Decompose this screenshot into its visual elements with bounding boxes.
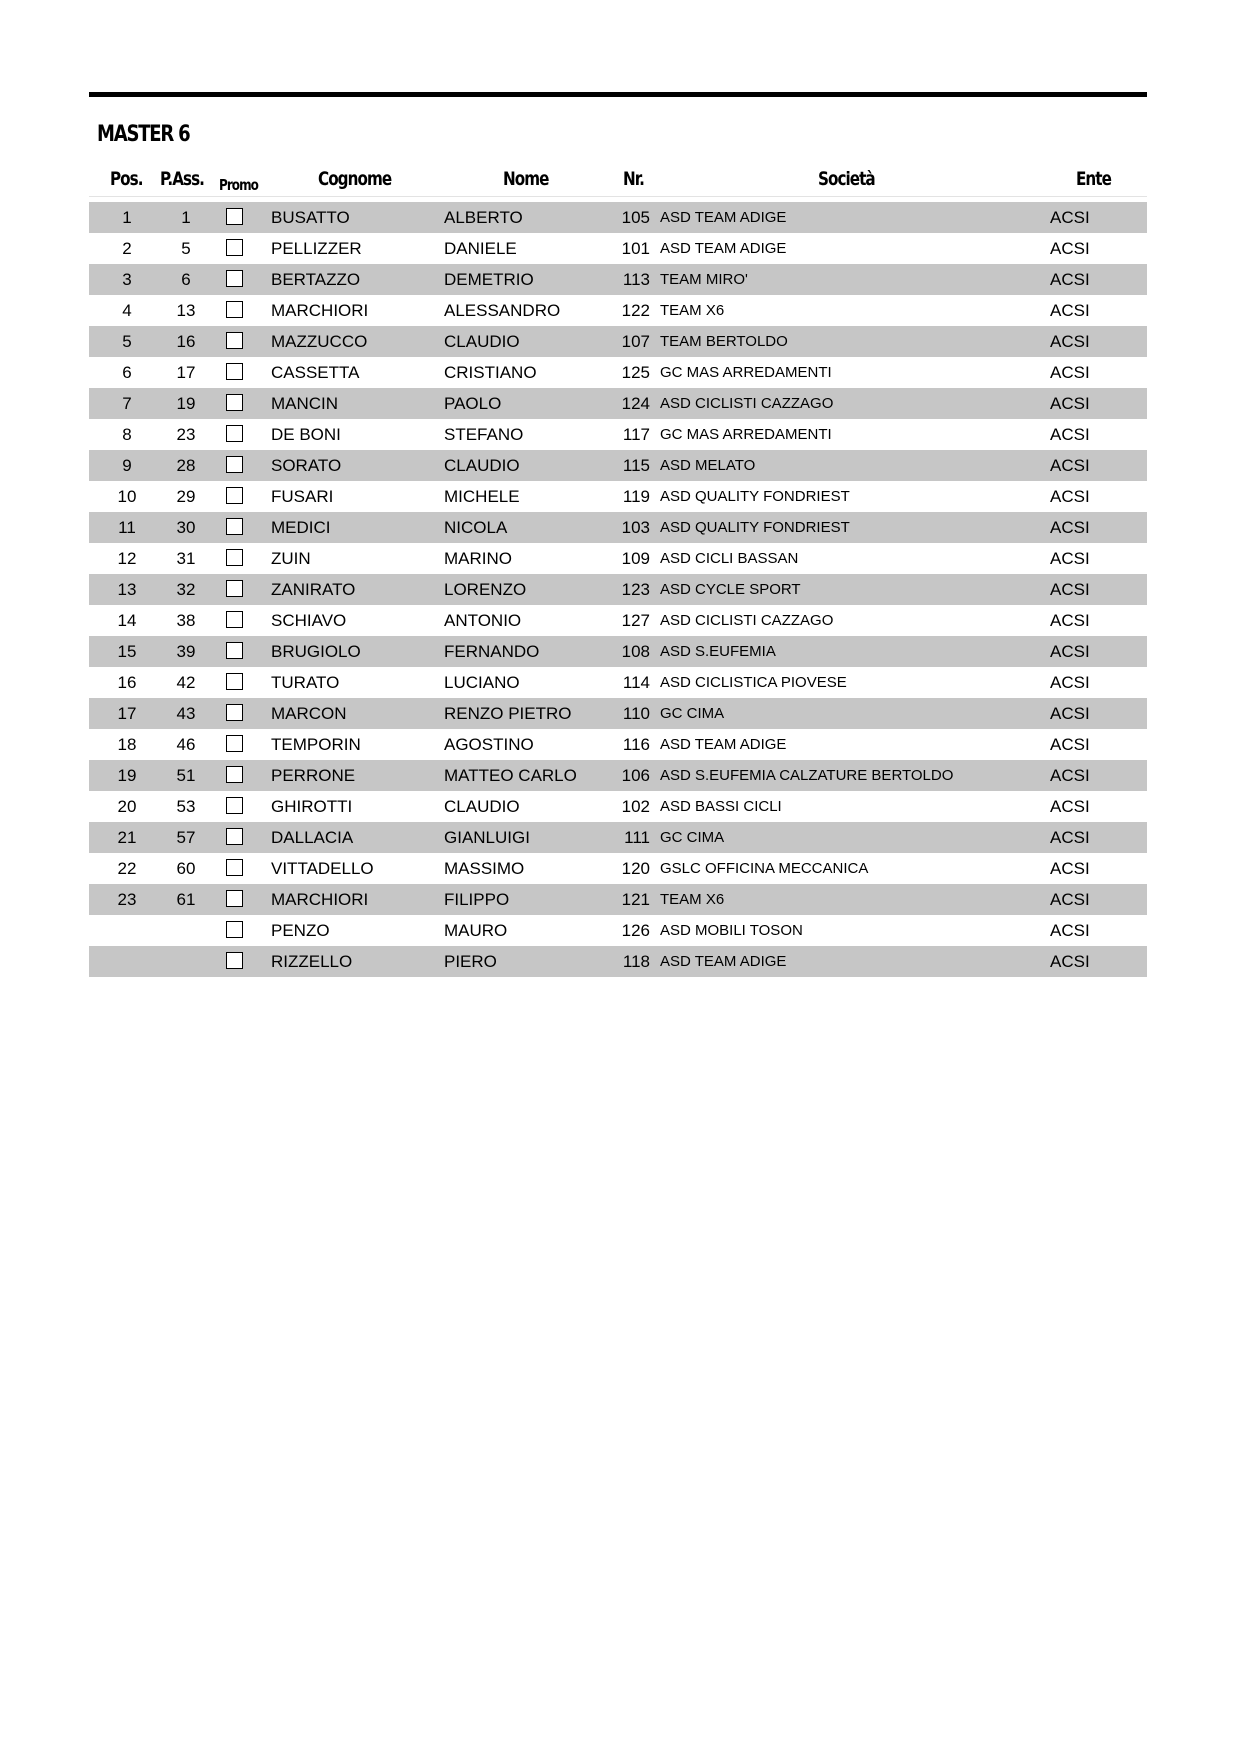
ente-cell: ACSI bbox=[1050, 456, 1090, 475]
pos-cell: 17 bbox=[117, 704, 137, 723]
nr-cell: 121 bbox=[621, 890, 650, 909]
pos-cell: 13 bbox=[117, 580, 137, 599]
pos-cell: 10 bbox=[117, 487, 137, 506]
pass-cell: 28 bbox=[176, 456, 196, 475]
pass-cell: 23 bbox=[176, 425, 196, 444]
cognome-cell: TEMPORIN bbox=[271, 735, 361, 754]
table-row bbox=[89, 729, 1147, 760]
cognome-cell: MARCHIORI bbox=[271, 301, 369, 320]
nr-cell: 118 bbox=[622, 952, 650, 971]
nr-cell: 110 bbox=[622, 704, 650, 723]
societa-cell: ASD QUALITY FONDRIEST bbox=[660, 519, 850, 536]
table-row bbox=[89, 450, 1147, 481]
societa-cell: GC CIMA bbox=[660, 705, 725, 722]
nome-cell: MATTEO CARLO bbox=[444, 766, 577, 785]
societa-cell: GSLC OFFICINA MECCANICA bbox=[660, 860, 869, 877]
nr-cell: 102 bbox=[621, 797, 650, 816]
cognome-cell: BRUGIOLO bbox=[271, 642, 361, 661]
nr-cell: 108 bbox=[621, 642, 650, 661]
header-nr: Nr. bbox=[623, 168, 644, 190]
nome-cell: ANTONIO bbox=[444, 611, 522, 630]
societa-cell: ASD CICLISTI CAZZAGO bbox=[660, 612, 834, 629]
pass-cell: 61 bbox=[176, 890, 196, 909]
societa-cell: ASD TEAM ADIGE bbox=[660, 736, 787, 753]
pos-cell: 7 bbox=[122, 394, 132, 413]
promo-checkbox[interactable] bbox=[226, 766, 243, 783]
pass-cell: 5 bbox=[181, 239, 191, 258]
nr-cell: 127 bbox=[621, 611, 650, 630]
societa-cell: TEAM X6 bbox=[660, 891, 725, 908]
societa-cell: ASD CYCLE SPORT bbox=[660, 581, 801, 598]
societa-cell: TEAM BERTOLDO bbox=[660, 333, 788, 350]
nome-cell: CLAUDIO bbox=[444, 332, 520, 351]
societa-cell: TEAM X6 bbox=[660, 302, 725, 319]
cognome-cell: PENZO bbox=[271, 921, 330, 940]
pass-cell: 57 bbox=[176, 828, 196, 847]
cognome-cell: MARCHIORI bbox=[271, 890, 369, 909]
nr-cell: 125 bbox=[621, 363, 650, 382]
nr-cell: 105 bbox=[621, 208, 650, 227]
nr-cell: 126 bbox=[621, 921, 650, 940]
table-row bbox=[89, 512, 1147, 543]
ente-cell: ACSI bbox=[1050, 270, 1090, 289]
promo-checkbox[interactable] bbox=[226, 518, 243, 535]
cognome-cell: MAZZUCCO bbox=[271, 332, 368, 351]
promo-checkbox[interactable] bbox=[226, 208, 243, 225]
pos-cell: 2 bbox=[122, 239, 132, 258]
nome-cell: CRISTIANO bbox=[444, 363, 537, 382]
ente-cell: ACSI bbox=[1050, 642, 1090, 661]
pos-cell: 6 bbox=[122, 363, 132, 382]
promo-checkbox[interactable] bbox=[226, 952, 243, 969]
pass-cell: 53 bbox=[176, 797, 196, 816]
header-ente: Ente bbox=[1076, 168, 1111, 190]
ente-cell: ACSI bbox=[1050, 828, 1090, 847]
table-row bbox=[89, 264, 1147, 295]
nome-cell: PAOLO bbox=[444, 394, 502, 413]
ente-cell: ACSI bbox=[1050, 704, 1090, 723]
pass-cell: 46 bbox=[176, 735, 196, 754]
table-row bbox=[89, 853, 1147, 884]
cognome-cell: VITTADELLO bbox=[271, 859, 374, 878]
pass-cell: 43 bbox=[176, 704, 196, 723]
pos-cell: 19 bbox=[117, 766, 137, 785]
nr-cell: 106 bbox=[621, 766, 650, 785]
ente-cell: ACSI bbox=[1050, 208, 1090, 227]
pass-cell: 1 bbox=[181, 208, 191, 227]
table-row bbox=[89, 884, 1147, 915]
table-row bbox=[89, 326, 1147, 357]
promo-checkbox[interactable] bbox=[226, 735, 243, 752]
pos-cell: 23 bbox=[117, 890, 137, 909]
promo-checkbox[interactable] bbox=[226, 859, 243, 876]
cognome-cell: BERTAZZO bbox=[271, 270, 361, 289]
pos-cell: 20 bbox=[117, 797, 137, 816]
ente-cell: ACSI bbox=[1050, 394, 1090, 413]
cognome-cell: GHIROTTI bbox=[271, 797, 353, 816]
table-row bbox=[89, 357, 1147, 388]
ente-cell: ACSI bbox=[1050, 518, 1090, 537]
cognome-cell: MANCIN bbox=[271, 394, 339, 413]
nome-cell: AGOSTINO bbox=[444, 735, 534, 754]
pos-cell: 3 bbox=[122, 270, 132, 289]
promo-checkbox[interactable] bbox=[226, 394, 243, 411]
nome-cell: NICOLA bbox=[444, 518, 508, 537]
societa-cell: ASD BASSI CICLI bbox=[660, 798, 782, 815]
ente-cell: ACSI bbox=[1050, 301, 1090, 320]
table-row bbox=[89, 481, 1147, 512]
cognome-cell: ZUIN bbox=[271, 549, 311, 568]
promo-checkbox[interactable] bbox=[226, 301, 243, 318]
table-row bbox=[89, 574, 1147, 605]
nome-cell: MASSIMO bbox=[444, 859, 525, 878]
societa-cell: ASD TEAM ADIGE bbox=[660, 209, 787, 226]
promo-checkbox[interactable] bbox=[226, 611, 243, 628]
societa-cell: ASD MELATO bbox=[660, 457, 756, 474]
societa-cell: ASD CICLISTI CAZZAGO bbox=[660, 395, 834, 412]
nr-cell: 101 bbox=[621, 239, 650, 258]
nr-cell: 107 bbox=[621, 332, 650, 351]
promo-checkbox[interactable] bbox=[226, 270, 243, 287]
nr-cell: 114 bbox=[622, 673, 650, 692]
nr-cell: 119 bbox=[622, 487, 650, 506]
top-rule bbox=[89, 92, 1147, 97]
ente-cell: ACSI bbox=[1050, 487, 1090, 506]
pass-cell: 60 bbox=[176, 859, 196, 878]
header-pass: P.Ass. bbox=[160, 168, 204, 190]
table-row bbox=[89, 295, 1147, 326]
nome-cell: GIANLUIGI bbox=[444, 828, 530, 847]
table-row bbox=[89, 822, 1147, 853]
pass-cell: 16 bbox=[176, 332, 196, 351]
pass-cell: 29 bbox=[176, 487, 196, 506]
pos-cell: 21 bbox=[117, 828, 137, 847]
societa-cell: GC CIMA bbox=[660, 829, 725, 846]
ente-cell: ACSI bbox=[1050, 797, 1090, 816]
pass-cell bbox=[165, 915, 207, 946]
ente-cell: ACSI bbox=[1050, 580, 1090, 599]
header-rule bbox=[89, 196, 1147, 197]
nr-cell: 111 bbox=[624, 828, 650, 847]
promo-checkbox[interactable] bbox=[226, 580, 243, 597]
societa-cell: ASD TEAM ADIGE bbox=[660, 240, 787, 257]
ente-cell: ACSI bbox=[1050, 766, 1090, 785]
ente-cell: ACSI bbox=[1050, 425, 1090, 444]
ente-cell: ACSI bbox=[1050, 735, 1090, 754]
promo-checkbox[interactable] bbox=[226, 890, 243, 907]
pos-cell: 1 bbox=[122, 208, 132, 227]
nome-cell: MAURO bbox=[444, 921, 508, 940]
ente-cell: ACSI bbox=[1050, 673, 1090, 692]
nr-cell: 120 bbox=[621, 859, 650, 878]
cognome-cell: SCHIAVO bbox=[271, 611, 347, 630]
cognome-cell: TURATO bbox=[271, 673, 340, 692]
societa-cell: ASD CICLISTICA PIOVESE bbox=[660, 674, 847, 691]
pos-cell bbox=[89, 946, 165, 977]
table-row bbox=[89, 233, 1147, 264]
header-cognome: Cognome bbox=[318, 168, 392, 190]
pos-cell: 14 bbox=[117, 611, 137, 630]
nr-cell: 124 bbox=[621, 394, 650, 413]
pass-cell: 32 bbox=[176, 580, 196, 599]
nome-cell: LUCIANO bbox=[444, 673, 520, 692]
ente-cell: ACSI bbox=[1050, 363, 1090, 382]
table-row bbox=[89, 388, 1147, 419]
pass-cell: 30 bbox=[176, 518, 196, 537]
pos-cell: 12 bbox=[117, 549, 137, 568]
nome-cell: ALBERTO bbox=[444, 208, 523, 227]
pass-cell: 51 bbox=[176, 766, 196, 785]
societa-cell: TEAM MIRO' bbox=[660, 271, 748, 288]
cognome-cell: CASSETTA bbox=[271, 363, 360, 382]
cognome-cell: ZANIRATO bbox=[271, 580, 356, 599]
nome-cell: DANIELE bbox=[444, 239, 517, 258]
table-row bbox=[89, 636, 1147, 667]
table-row bbox=[89, 791, 1147, 822]
ente-cell: ACSI bbox=[1050, 549, 1090, 568]
nome-cell: CLAUDIO bbox=[444, 456, 520, 475]
table-row bbox=[89, 667, 1147, 698]
ente-cell: ACSI bbox=[1050, 952, 1090, 971]
cognome-cell: DE BONI bbox=[271, 425, 341, 444]
nr-cell: 109 bbox=[621, 549, 650, 568]
table-row bbox=[89, 419, 1147, 450]
pos-cell: 18 bbox=[117, 735, 137, 754]
nome-cell: PIERO bbox=[444, 952, 497, 971]
cognome-cell: FUSARI bbox=[271, 487, 334, 506]
header-societa: Società bbox=[818, 168, 875, 190]
pass-cell bbox=[165, 946, 207, 977]
societa-cell: GC MAS ARREDAMENTI bbox=[660, 364, 832, 381]
promo-checkbox[interactable] bbox=[226, 921, 243, 938]
promo-checkbox[interactable] bbox=[226, 425, 243, 442]
nome-cell: MICHELE bbox=[444, 487, 520, 506]
pos-cell: 16 bbox=[117, 673, 137, 692]
pos-cell: 8 bbox=[122, 425, 132, 444]
promo-checkbox[interactable] bbox=[226, 673, 243, 690]
societa-cell: ASD MOBILI TOSON bbox=[660, 922, 803, 939]
pass-cell: 19 bbox=[176, 394, 196, 413]
pass-cell: 42 bbox=[176, 673, 196, 692]
table-row bbox=[89, 605, 1147, 636]
promo-checkbox[interactable] bbox=[226, 642, 243, 659]
ente-cell: ACSI bbox=[1050, 921, 1090, 940]
societa-cell: ASD S.EUFEMIA bbox=[660, 643, 776, 660]
nr-cell: 115 bbox=[622, 456, 650, 475]
nome-cell: MARINO bbox=[444, 549, 512, 568]
cognome-cell: PERRONE bbox=[271, 766, 356, 785]
nome-cell: STEFANO bbox=[444, 425, 524, 444]
promo-checkbox[interactable] bbox=[226, 549, 243, 566]
pos-cell bbox=[89, 915, 165, 946]
ente-cell: ACSI bbox=[1050, 859, 1090, 878]
nome-cell: ALESSANDRO bbox=[444, 301, 561, 320]
promo-checkbox[interactable] bbox=[226, 332, 243, 349]
ente-cell: ACSI bbox=[1050, 611, 1090, 630]
table-row bbox=[89, 543, 1147, 574]
cognome-cell: SORATO bbox=[271, 456, 342, 475]
table-row bbox=[89, 698, 1147, 729]
nome-cell: FERNANDO bbox=[444, 642, 540, 661]
ente-cell: ACSI bbox=[1050, 239, 1090, 258]
ente-cell: ACSI bbox=[1050, 890, 1090, 909]
pos-cell: 9 bbox=[122, 456, 132, 475]
cognome-cell: PELLIZZER bbox=[271, 239, 362, 258]
table-row bbox=[89, 760, 1147, 791]
societa-cell: ASD CICLI BASSAN bbox=[660, 550, 799, 567]
promo-checkbox[interactable] bbox=[226, 363, 243, 380]
table-row bbox=[89, 202, 1147, 233]
nome-cell: LORENZO bbox=[444, 580, 527, 599]
nome-cell: RENZO PIETRO bbox=[444, 704, 572, 723]
societa-cell: ASD S.EUFEMIA CALZATURE BERTOLDO bbox=[660, 767, 954, 784]
ente-cell: ACSI bbox=[1050, 332, 1090, 351]
promo-checkbox[interactable] bbox=[226, 797, 243, 814]
header-nome: Nome bbox=[503, 168, 549, 190]
nr-cell: 122 bbox=[621, 301, 650, 320]
cognome-cell: MARCON bbox=[271, 704, 347, 723]
table-row bbox=[89, 946, 1147, 977]
category-title: MASTER 6 bbox=[97, 122, 190, 147]
pass-cell: 38 bbox=[176, 611, 196, 630]
pass-cell: 39 bbox=[176, 642, 196, 661]
nr-cell: 116 bbox=[622, 735, 650, 754]
header-pos: Pos. bbox=[110, 168, 143, 190]
cognome-cell: MEDICI bbox=[271, 518, 331, 537]
nr-cell: 117 bbox=[622, 425, 650, 444]
societa-cell: ASD QUALITY FONDRIEST bbox=[660, 488, 850, 505]
pos-cell: 15 bbox=[117, 642, 137, 661]
nr-cell: 103 bbox=[621, 518, 650, 537]
cognome-cell: RIZZELLO bbox=[271, 952, 353, 971]
results-table bbox=[89, 202, 1147, 977]
nome-cell: FILIPPO bbox=[444, 890, 510, 909]
table-row bbox=[89, 915, 1147, 946]
promo-checkbox[interactable] bbox=[226, 828, 243, 845]
pass-cell: 31 bbox=[176, 549, 196, 568]
nr-cell: 113 bbox=[622, 270, 650, 289]
cognome-cell: BUSATTO bbox=[271, 208, 350, 227]
nome-cell: CLAUDIO bbox=[444, 797, 520, 816]
pass-cell: 17 bbox=[176, 363, 196, 382]
nome-cell: DEMETRIO bbox=[444, 270, 534, 289]
promo-checkbox[interactable] bbox=[226, 239, 243, 256]
pos-cell: 11 bbox=[118, 518, 136, 537]
promo-checkbox[interactable] bbox=[226, 456, 243, 473]
nr-cell: 123 bbox=[621, 580, 650, 599]
societa-cell: GC MAS ARREDAMENTI bbox=[660, 426, 832, 443]
pass-cell: 6 bbox=[181, 270, 191, 289]
pos-cell: 22 bbox=[117, 859, 137, 878]
pos-cell: 4 bbox=[122, 301, 132, 320]
promo-checkbox[interactable] bbox=[226, 487, 243, 504]
societa-cell: ASD TEAM ADIGE bbox=[660, 953, 787, 970]
pass-cell: 13 bbox=[176, 301, 196, 320]
cognome-cell: DALLACIA bbox=[271, 828, 354, 847]
header-promo: Promo bbox=[219, 176, 258, 194]
promo-checkbox[interactable] bbox=[226, 704, 243, 721]
pos-cell: 5 bbox=[122, 332, 132, 351]
